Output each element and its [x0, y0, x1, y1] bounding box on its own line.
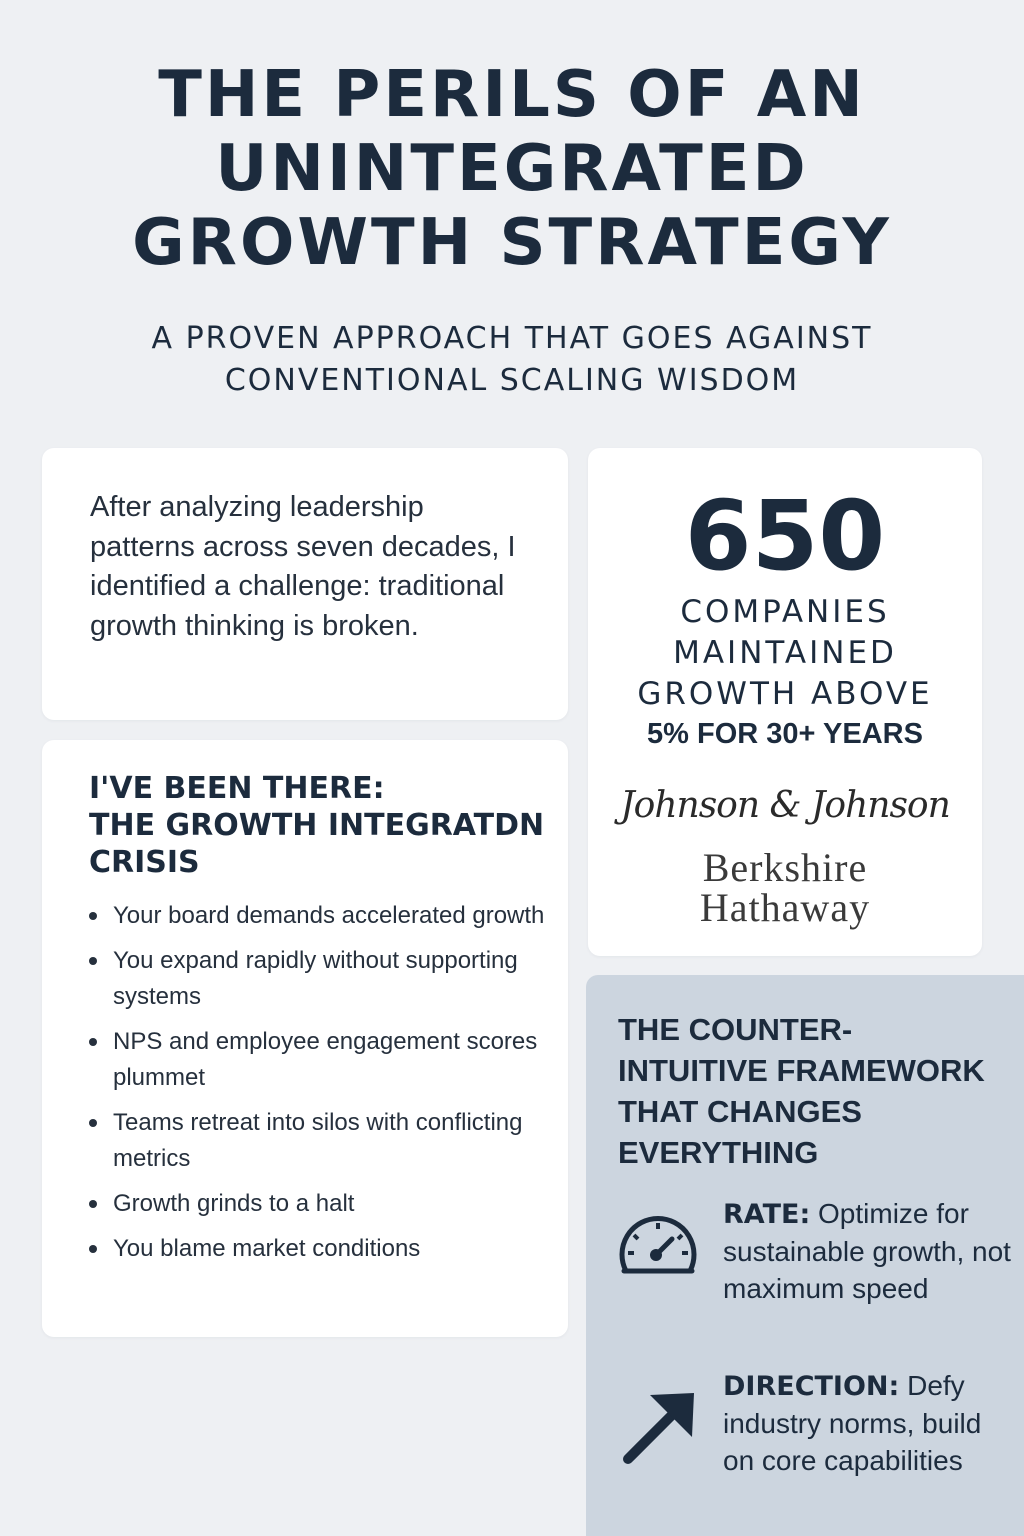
title-line: UNINTEGRATED: [215, 132, 809, 206]
framework-heading-line: EVERYTHING: [618, 1135, 819, 1170]
bullet-icon: [89, 1038, 97, 1046]
berkshire-hathaway-logo: [588, 845, 982, 930]
framework-heading: [618, 1009, 1008, 1173]
crisis-heading: [89, 770, 549, 881]
stat-description-line: MAINTAINED: [673, 635, 897, 671]
framework-panel: [586, 975, 1024, 1536]
bullet-icon: [89, 1245, 97, 1253]
subtitle-line: A PROVEN APPROACH THAT GOES AGAINST: [151, 321, 873, 356]
list-item-text: Your board demands accelerated growth: [113, 902, 545, 929]
stat-description-line: GROWTH ABOVE: [637, 676, 933, 712]
framework-item-description: Optimize for sustainable growth, not maximum speed: [723, 1198, 1011, 1304]
list-item: [89, 1231, 549, 1267]
bullet-icon: [89, 1119, 97, 1127]
list-item-text: Growth grinds to a halt: [113, 1190, 355, 1217]
list-item-text: You blame market conditions: [113, 1235, 421, 1262]
page-title: [0, 58, 1024, 280]
list-item: [89, 1186, 549, 1222]
list-item: [89, 1105, 549, 1177]
framework-item-rate: [586, 1195, 1024, 1345]
framework-item-text: [723, 1367, 1013, 1479]
crisis-card: [42, 740, 568, 1337]
logo-line: Berkshire: [702, 845, 868, 890]
title-line: THE PERILS OF AN: [158, 58, 866, 132]
intro-text: After analyzing leadership patterns across seven decades, I identified a challenge: traditional growth thinking is broken.: [90, 491, 516, 642]
speedometer-icon: [616, 1207, 700, 1286]
crisis-heading-line: THE GROWTH INTEGRATDN: [89, 808, 545, 843]
intro-card: [42, 448, 568, 720]
stat-description-detail: 5% FOR 30+ YEARS: [647, 718, 923, 750]
list-item: [89, 1024, 549, 1096]
framework-heading-line: THAT CHANGES: [618, 1094, 862, 1129]
bullet-icon: [89, 957, 97, 965]
bullet-icon: [89, 912, 97, 920]
crisis-list: [89, 898, 549, 1276]
bullet-icon: [89, 1200, 97, 1208]
framework-heading-line: THE COUNTER-: [618, 1012, 853, 1047]
johnson-and-johnson-logo: Johnson & Johnson: [620, 785, 950, 826]
framework-item-label: RATE:: [723, 1199, 811, 1230]
title-line: GROWTH STRATEGY: [132, 206, 892, 280]
framework-item-text: [723, 1195, 1013, 1307]
list-item: [89, 943, 549, 1015]
framework-item-direction: [586, 1367, 1024, 1517]
framework-item-description: Defy industry norms, build on core capabilities: [723, 1370, 982, 1476]
stat-card: [588, 448, 982, 956]
logo-line: Hathaway: [699, 885, 871, 930]
framework-item-label: DIRECTION:: [723, 1371, 900, 1402]
list-item-text: You expand rapidly without supporting systems: [113, 947, 518, 1010]
crisis-heading-line: CRISIS: [89, 845, 200, 880]
page-subtitle: [0, 318, 1024, 402]
stat-description-line: COMPANIES: [680, 594, 890, 630]
crisis-heading-line: I'VE BEEN THERE:: [89, 771, 385, 806]
framework-heading-line: INTUITIVE FRAMEWORK: [618, 1053, 985, 1088]
list-item-text: NPS and employee engagement scores plummet: [113, 1028, 538, 1091]
list-item: [89, 898, 549, 934]
arrow-up-right-icon: [620, 1387, 700, 1472]
list-item-text: Teams retreat into silos with conflicting metrics: [113, 1109, 523, 1172]
subtitle-line: CONVENTIONAL SCALING WISDOM: [224, 363, 800, 398]
stat-description: [588, 592, 982, 715]
stat-number: 650: [684, 480, 886, 592]
